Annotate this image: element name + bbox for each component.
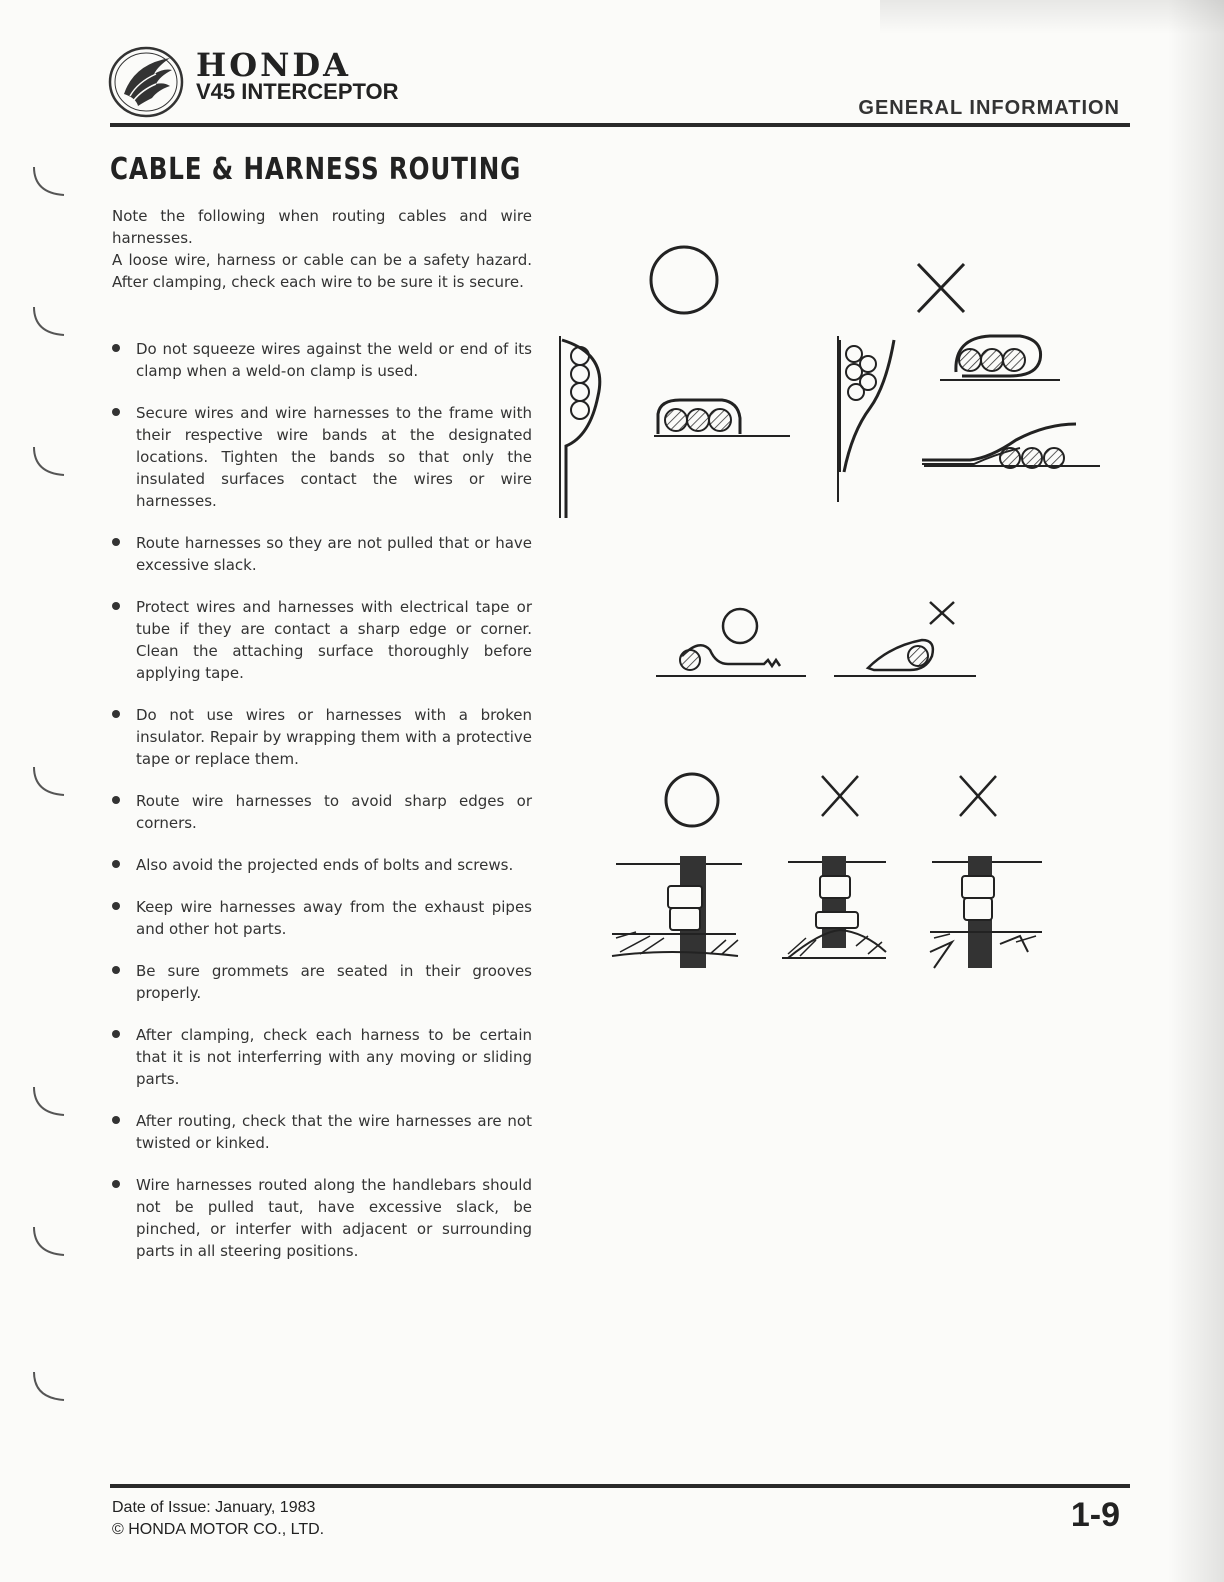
wrong-mark-icon <box>960 776 996 816</box>
bullet-icon <box>112 408 120 416</box>
page-title: CABLE & HARNESS ROUTING <box>110 152 522 187</box>
list-item-text: After clamping, check each harness to be certain that it is not interferring with any moving or sliding parts. <box>136 1026 532 1088</box>
list-item <box>112 1110 532 1154</box>
binder-mark <box>28 445 70 485</box>
list-item-text: After routing, check that the wire harnesses are not twisted or kinked. <box>136 1112 532 1152</box>
list-item-text: Route wire harnesses to avoid sharp edges or corners. <box>136 792 532 832</box>
list-item-text: Do not use wires or harnesses with a broken insulator. Repair by wrapping them with a protective tape or replace them. <box>136 706 532 768</box>
bullet-icon <box>112 902 120 910</box>
list-item-text: Be sure grommets are seated in their grooves properly. <box>136 962 532 1002</box>
wrong-mark-icon <box>918 264 964 312</box>
intro-paragraph: Note the following when routing cables and wire harnesses. <box>112 207 532 247</box>
bullet-icon <box>112 796 120 804</box>
intro-paragraph: A loose wire, harness or cable can be a safety hazard. After clamping, check each wire to be sure it is secure. <box>112 251 532 291</box>
binder-mark <box>28 1370 70 1410</box>
routing-rules-list <box>112 338 532 1262</box>
list-item <box>112 854 532 876</box>
list-item <box>112 704 532 770</box>
binder-mark <box>28 165 70 205</box>
list-item <box>112 896 532 940</box>
list-item <box>112 532 532 576</box>
page-number: 1-9 <box>1070 1496 1120 1534</box>
scan-shadow <box>880 0 1224 34</box>
list-item-text: Keep wire harnesses away from the exhaust pipes and other hot parts. <box>136 898 532 938</box>
bullet-icon <box>112 860 120 868</box>
honda-wing-logo <box>108 44 186 120</box>
list-item <box>112 1174 532 1262</box>
bullet-icon <box>112 538 120 546</box>
correct-mark-icon <box>666 774 718 826</box>
list-item <box>112 960 532 1004</box>
wrong-mark-icon <box>822 776 858 816</box>
page-edge-shadow <box>1168 0 1224 1582</box>
brand-name: HONDA <box>196 46 351 84</box>
copyright: © HONDA MOTOR CO., LTD. <box>112 1521 325 1538</box>
list-item-text: Protect wires and harnesses with electrical tape or tube if they are contact a sharp edge or corner. Clean the attaching surface thoroughly before applying tape. <box>136 598 532 682</box>
list-item-text: Also avoid the projected ends of bolts and screws. <box>136 856 514 874</box>
correct-mark-icon <box>723 609 757 643</box>
issue-date: Date of Issue: January, 1983 <box>112 1499 316 1516</box>
binder-mark <box>28 305 70 345</box>
correct-mark-icon <box>651 247 717 313</box>
list-item-text: Wire harnesses routed along the handlebars should not be pulled taut, have excessive slack, be pinched, or interfer with adjacent or surrounding parts in all steering positions. <box>136 1176 532 1260</box>
model-name: V45 INTERCEPTOR <box>196 79 399 104</box>
bullet-icon <box>112 710 120 718</box>
list-item <box>112 402 532 512</box>
bullet-icon <box>112 1180 120 1188</box>
binder-mark <box>28 765 70 805</box>
list-item-text: Secure wires and wire harnesses to the frame with their respective wire bands at the designated locations. Tighten the bands so that only the insulated surfaces contact the wires or wire harnesses. <box>136 404 532 510</box>
bullet-icon <box>112 602 120 610</box>
header-rule <box>110 123 1130 127</box>
intro-text <box>112 205 532 293</box>
list-item-text: Route harnesses so they are not pulled that or have excessive slack. <box>136 534 532 574</box>
list-item <box>112 596 532 684</box>
list-item <box>112 790 532 834</box>
binder-mark <box>28 1085 70 1125</box>
binder-mark <box>28 1225 70 1265</box>
list-item-text: Do not squeeze wires against the weld or end of its clamp when a weld-on clamp is used. <box>136 340 532 380</box>
bullet-icon <box>112 1030 120 1038</box>
wire-band-figure <box>612 774 1042 968</box>
list-item <box>112 1024 532 1090</box>
bullet-icon <box>112 344 120 352</box>
bullet-icon <box>112 1116 120 1124</box>
bullet-icon <box>112 966 120 974</box>
section-label: GENERAL INFORMATION <box>858 97 1120 119</box>
footer-rule <box>110 1484 1130 1488</box>
edge-clip-figure <box>656 602 976 676</box>
wrong-mark-icon <box>930 602 954 624</box>
list-item <box>112 338 532 382</box>
routing-illustrations <box>550 236 1110 996</box>
weld-clamp-figure <box>560 247 1100 518</box>
